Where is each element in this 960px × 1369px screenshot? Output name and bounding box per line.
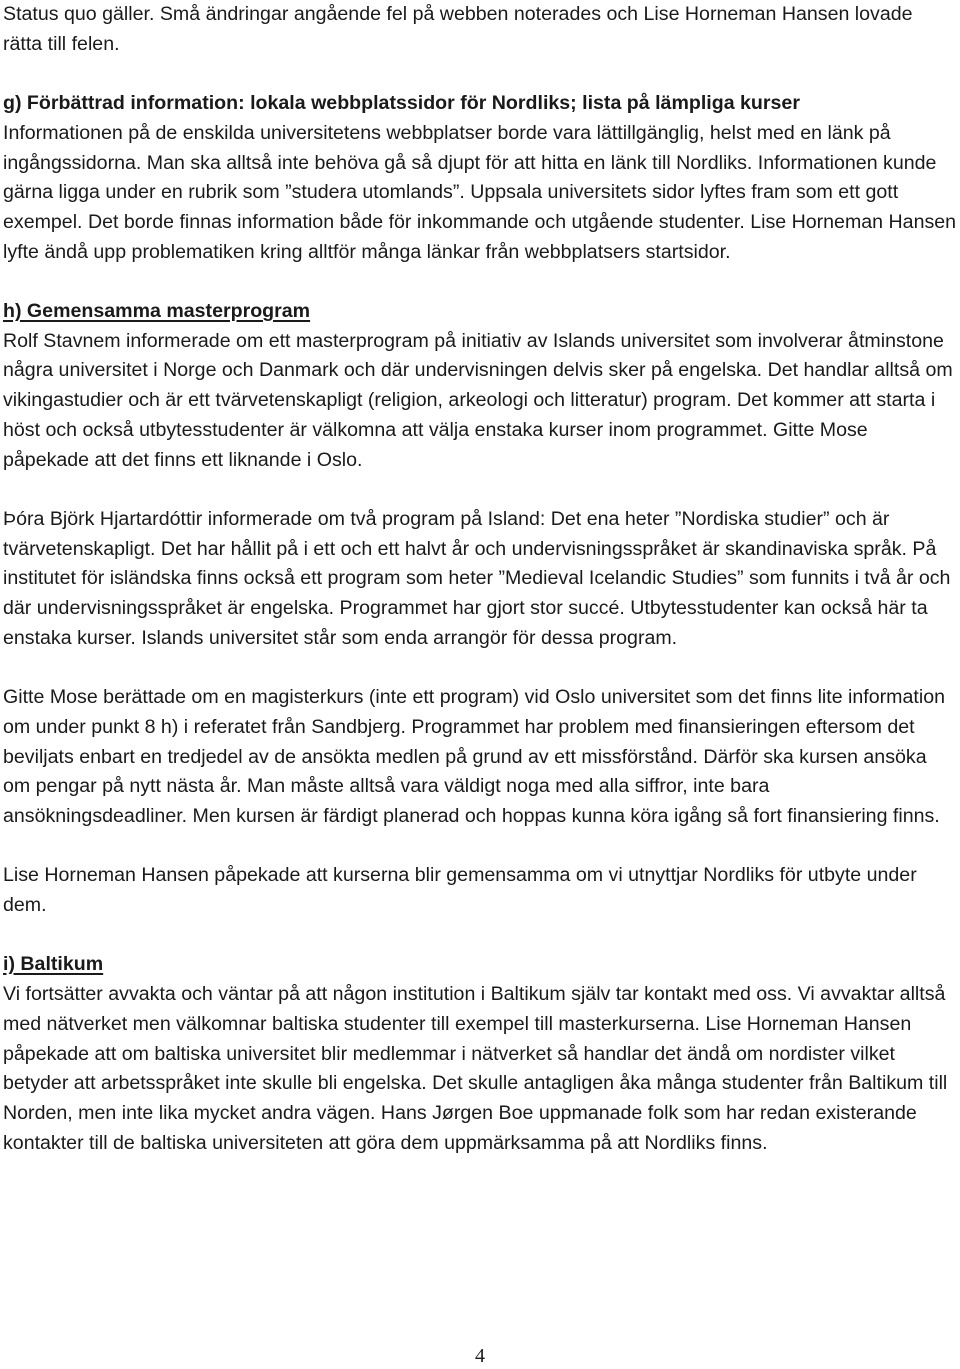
section-h-paragraph-2: Þóra Björk Hjartardóttir informerade om två program på Island: Det ena heter ”Nordiska studier” och är tvärvetenskapligt. Det har hållit på i ett och ett halvt år och undervisningsspråket är skandinaviska språk. På institutet för isländska finns också ett program som heter ”Medieval Icelandic Studies” som funnits i två år och där undervisningsspråket är engelska. Programmet har gjort stor succé. Utbytesstudenter kan också här ta enstaka kurser. Islands universitet står som enda arrangör för dessa program. — [3, 507, 951, 649]
paragraph-gap — [3, 59, 957, 89]
document-page — [3, 0, 957, 1158]
section-h-paragraph-1: Rolf Stavnem informerade om ett masterprogram på initiativ av Islands universitet som involverar åtminstone några universitet i Norge och Danmark och där undervisningen delvis sker på engelska. Det handlar alltså om vikingastudier och är ett tvärvetenskapligt (religion, arkeologi och litteratur) program. Det kommer att starta i höst och också utbytesstudenter är välkomna att välja enstaka kurser inom programmet. Gitte Mose påpekade att det finns ett liknande i Oslo. — [3, 329, 953, 471]
section-i-heading — [3, 950, 957, 980]
section-h-heading — [3, 297, 957, 327]
section-g-heading: g) Förbättrad information: lokala webbplatssidor för Nordliks; lista på lämpliga kurser — [3, 92, 800, 115]
paragraph-gap — [3, 267, 957, 297]
section-h-paragraph-4: Lise Horneman Hansen påpekade att kurserna blir gemensamma om vi utnyttjar Nordliks för utbyte under dem. — [3, 864, 917, 917]
paragraph-gap — [3, 653, 957, 683]
section-i-heading-text: i) Baltikum — [3, 953, 104, 976]
paragraph-gap — [3, 921, 957, 951]
paragraph-gap — [3, 475, 957, 505]
intro-paragraph: Status quo gäller. Små ändringar angående fel på webben noterades och Lise Horneman Hansen lovade rätta till felen. — [3, 3, 913, 55]
section-g-body: Informationen på de enskilda universitetens webbplatser borde vara lättillgänglig, helst med en länk på ingångssidorna. Man ska alltså inte behöva gå så djupt för att hitta en länk till Nordliks. Informationen kunde gärna ligga under en rubrik som ”studera utomlands”. Uppsala universitets sidor lyftes fram som ett gott exempel. Det borde finnas information både för inkommande och utgående studenter. Lise Horneman Hansen lyfte ändå upp problematiken kring alltför många länkar från webbplatsers startsidor. — [3, 121, 957, 263]
page-number: 4 — [475, 1345, 485, 1367]
section-h-paragraph-3: Gitte Mose berättade om en magisterkurs (inte ett program) vid Oslo universitet som det finns lite information om under punkt 8 h) i referatet från Sandbjerg. Programmet har problem med finansieringen eftersom det beviljats enbart en tredjedel av de ansökta medlen på grund av ett missförstånd. Därför ska kursen ansöka om pengar på nytt nästa år. Man måste alltså vara väldigt noga med alla siffror, inte bara ansökningsdeadliner. Men kursen är färdigt planerad och hoppas kunna köra igång så fort finansiering finns. — [3, 686, 945, 827]
section-i-body: Vi fortsätter avvakta och väntar på att någon institution i Baltikum själv tar kontakt med oss. Vi avvaktar alltså med nätverket men välkomnar baltiska studenter till exempel till masterkurserna. Lise Horneman Hansen påpekade att om baltiska universitet blir medlemmar i nätverket så handlar det ändå om nordister vilket betyder att arbetsspråket inte skulle bli engelska. Det skulle antagligen åka många studenter från Baltikum till Norden, men inte lika mycket andra vägen. Hans Jørgen Boe uppmanade folk som har redan existerande kontakter till de baltiska universiteten att göra dem uppmärksamma på att Nordliks finns. — [3, 983, 948, 1154]
paragraph-gap — [3, 832, 957, 862]
section-h-heading-text: h) Gemensamma masterprogram — [3, 300, 311, 322]
